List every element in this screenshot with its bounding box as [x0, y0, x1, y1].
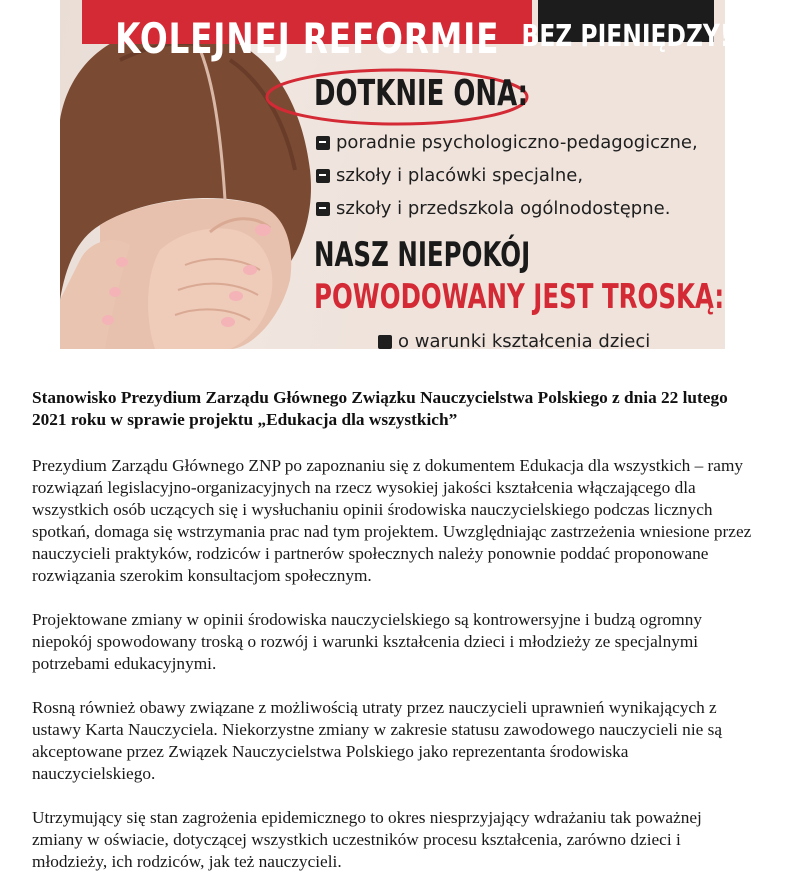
- arrow-bullet-icon: [378, 335, 392, 349]
- concern-heading-line1: NASZ NIEPOKÓJ: [314, 235, 531, 275]
- list-item-text: szkoły i przedszkola ogólnodostępne.: [336, 198, 671, 219]
- poster-banner: [60, 0, 731, 352]
- article-paragraph: Rosną również obawy związane z możliwością utraty przez nauczycieli uprawnień wynikających z ustawy Karta Nauczyciela. Niekorzystne zmiany w zakresie statusu zawodowego nauczycieli nie są akceptowane przez Związek Nauczycielstwa Polskiego jako reprezentanta środowiska nauczycielskiego.: [32, 698, 723, 783]
- poster-title-red: [82, 0, 532, 63]
- arrow-bullet-icon: [316, 169, 330, 183]
- list-item-text: szkoły i placówki specjalne,: [336, 165, 584, 186]
- article-paragraph: Prezydium Zarządu Głównego ZNP po zapoznaniu się z dokumentem Edukacja dla wszystkich – ramy rozwiązań legislacyjno-organizacyjnych na rzecz wysokiej jakości kształcenia włączającego dla wszystkich osób uczących się i wysłuchaniu opinii środowiska nauczycielskiego podczas licznych spotkań, domaga się wstrzymania prac nad tym projektem. Uwzględniając zastrzeżenia wniesione przez nauczycieli praktyków, rodziców i partnerów społecznych należy ponownie poddać proponowane rozwiązania szerokim konsultacjom społecznym.: [32, 456, 752, 585]
- poster-title-dark-text: BEZ PIENIĘDZY!: [521, 19, 731, 54]
- concern-list-item-text: o warunki kształcenia dzieci: [398, 331, 651, 352]
- article-title: Stanowisko Prezydium Zarządu Głównego Związku Nauczycielstwa Polskiego z dnia 22 lutego 2021 roku w sprawie projektu „Edukacja dla wszystkich”: [32, 388, 728, 429]
- arrow-bullet-icon: [316, 202, 330, 216]
- poster-title-red-text: KOLEJNEJ REFORMIE: [114, 14, 500, 63]
- article-paragraph: Utrzymujący się stan zagrożenia epidemicznego to okres niesprzyjający wdrażaniu tak poważnej zmiany w oświacie, dotyczącej wszystkich uczestników procesu kształcenia, zarówno dzieci i młodzieży, ich rodziców, jak też nauczycieli.: [32, 808, 702, 871]
- touch-list: [316, 126, 698, 225]
- list-item: [316, 126, 698, 159]
- article-body: [32, 387, 752, 873]
- poster-title-dark: [521, 0, 731, 54]
- list-item-text: poradnie psychologiczno-pedagogiczne,: [336, 132, 698, 153]
- article-paragraph: Projektowane zmiany w opinii środowiska nauczycielskiego są kontrowersyjne i budzą ogromny niepokój spowodowany troską o rozwój i warunki kształcenia dzieci i młodzieży ze specjalnymi potrzebami edukacyjnymi.: [32, 610, 702, 673]
- touch-heading: DOTKNIE ONA:: [314, 73, 529, 114]
- concern-list-item: [378, 331, 650, 352]
- arrow-bullet-icon: [316, 136, 330, 150]
- list-item: [316, 192, 698, 225]
- concern-heading-line2: POWODOWANY JEST TROSKĄ:: [314, 277, 725, 317]
- list-item: [316, 159, 698, 192]
